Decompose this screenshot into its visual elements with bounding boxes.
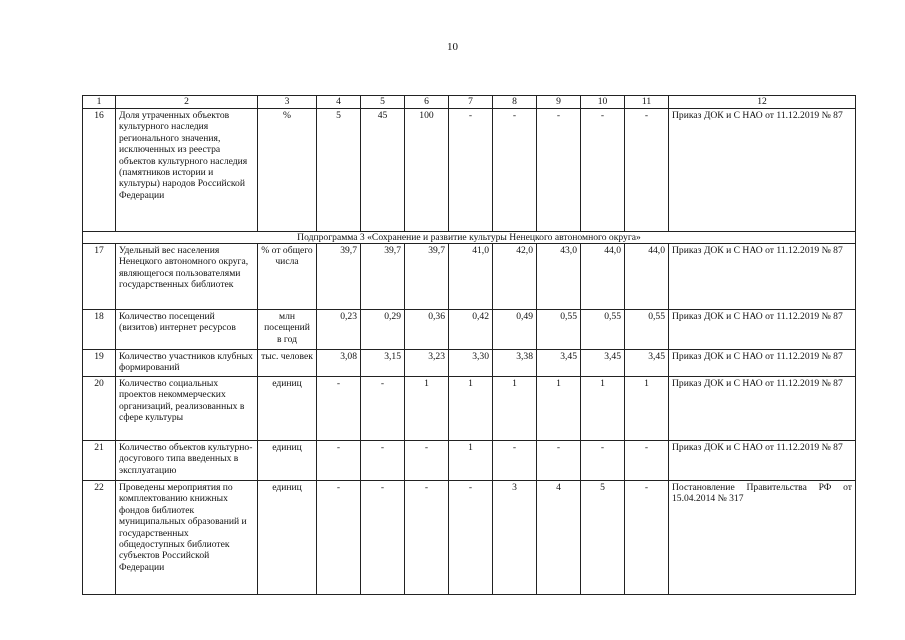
- value-cell: 1: [537, 377, 581, 441]
- row-number: 18: [83, 310, 116, 350]
- basis-cell: Приказ ДОК и С НАО от 11.12.2019 № 87: [669, 441, 856, 481]
- value-cell: 0,29: [361, 310, 405, 350]
- value-cell: 1: [405, 377, 449, 441]
- value-cell: 1: [449, 441, 493, 481]
- indicators-table: [82, 95, 856, 595]
- header-cell: 7: [449, 96, 493, 109]
- value-cell: -: [405, 481, 449, 595]
- header-cell: 5: [361, 96, 405, 109]
- header-cell: 3: [258, 96, 317, 109]
- value-cell: 0,55: [581, 310, 625, 350]
- value-cell: -: [361, 377, 405, 441]
- value-cell: -: [405, 441, 449, 481]
- value-cell: 1: [493, 377, 537, 441]
- table-row: [83, 310, 856, 350]
- basis-cell: Приказ ДОК и С НАО от 11.12.2019 № 87: [669, 244, 856, 310]
- value-cell: -: [317, 441, 361, 481]
- value-cell: -: [361, 441, 405, 481]
- row-number: 16: [83, 109, 116, 232]
- value-cell: -: [625, 441, 669, 481]
- indicator-name: Количество социальных проектов некоммерческих организаций, реализованных в сфере культуры: [116, 377, 258, 441]
- value-cell: 3,15: [361, 350, 405, 377]
- subprogram-row: [83, 232, 856, 244]
- row-number: 21: [83, 441, 116, 481]
- row-number: 19: [83, 350, 116, 377]
- value-cell: 1: [449, 377, 493, 441]
- value-cell: 3,38: [493, 350, 537, 377]
- value-cell: 1: [581, 377, 625, 441]
- indicator-name: Удельный вес населения Ненецкого автономного округа, являющегося пользователями государственных библиотек: [116, 244, 258, 310]
- value-cell: 3,08: [317, 350, 361, 377]
- basis-cell: Приказ ДОК и С НАО от 11.12.2019 № 87: [669, 310, 856, 350]
- indicator-name: Проведены мероприятия по комплектованию книжных фондов библиотек муниципальных образований и государственных общедоступных библиотек субъектов Российской Федерации: [116, 481, 258, 595]
- unit-cell: единиц: [258, 441, 317, 481]
- value-cell: 0,55: [625, 310, 669, 350]
- unit-cell: % от общего числа: [258, 244, 317, 310]
- unit-cell: %: [258, 109, 317, 232]
- value-cell: -: [625, 109, 669, 232]
- value-cell: 5: [581, 481, 625, 595]
- header-cell: 6: [405, 96, 449, 109]
- value-cell: -: [537, 441, 581, 481]
- header-cell: 8: [493, 96, 537, 109]
- value-cell: 44,0: [625, 244, 669, 310]
- value-cell: 44,0: [581, 244, 625, 310]
- unit-cell: тыс. человек: [258, 350, 317, 377]
- table-row: [83, 377, 856, 441]
- value-cell: 0,49: [493, 310, 537, 350]
- value-cell: -: [317, 377, 361, 441]
- basis-cell: Приказ ДОК и С НАО от 11.12.2019 № 87: [669, 377, 856, 441]
- value-cell: 0,55: [537, 310, 581, 350]
- value-cell: 42,0: [493, 244, 537, 310]
- unit-cell: единиц: [258, 377, 317, 441]
- indicator-name: Доля утраченных объектов культурного наследия регионального значения, исключенных из реестра объектов культурного наследия (памятников истории и культуры) народов Российской Федерации: [116, 109, 258, 232]
- header-cell: 4: [317, 96, 361, 109]
- header-cell: 2: [116, 96, 258, 109]
- value-cell: 3,23: [405, 350, 449, 377]
- value-cell: -: [537, 109, 581, 232]
- header-cell: 9: [537, 96, 581, 109]
- value-cell: -: [581, 441, 625, 481]
- value-cell: -: [317, 481, 361, 595]
- value-cell: 39,7: [405, 244, 449, 310]
- basis-cell: Приказ ДОК и С НАО от 11.12.2019 № 87: [669, 109, 856, 232]
- value-cell: 41,0: [449, 244, 493, 310]
- value-cell: 43,0: [537, 244, 581, 310]
- value-cell: 4: [537, 481, 581, 595]
- table-row: [83, 481, 856, 595]
- value-cell: 39,7: [317, 244, 361, 310]
- value-cell: 3,45: [537, 350, 581, 377]
- value-cell: 3: [493, 481, 537, 595]
- value-cell: 39,7: [361, 244, 405, 310]
- header-cell: 10: [581, 96, 625, 109]
- value-cell: -: [449, 481, 493, 595]
- table-row: [83, 244, 856, 310]
- row-number: 17: [83, 244, 116, 310]
- indicator-name: Количество участников клубных формирований: [116, 350, 258, 377]
- header-cell: 1: [83, 96, 116, 109]
- header-row: [83, 96, 856, 109]
- value-cell: 3,45: [625, 350, 669, 377]
- unit-cell: единиц: [258, 481, 317, 595]
- value-cell: 5: [317, 109, 361, 232]
- header-cell: 11: [625, 96, 669, 109]
- header-cell: 12: [669, 96, 856, 109]
- value-cell: 3,45: [581, 350, 625, 377]
- unit-cell: млн посещений в год: [258, 310, 317, 350]
- row-number: 20: [83, 377, 116, 441]
- indicator-name: Количество посещений (визитов) интернет ресурсов: [116, 310, 258, 350]
- value-cell: -: [493, 441, 537, 481]
- value-cell: 0,42: [449, 310, 493, 350]
- basis-cell: Постановление Правительства РФ от 15.04.2014 № 317: [669, 481, 856, 595]
- value-cell: -: [449, 109, 493, 232]
- row-number: 22: [83, 481, 116, 595]
- indicator-name: Количество объектов культурно-досугового типа введенных в эксплуатацию: [116, 441, 258, 481]
- table-row: [83, 350, 856, 377]
- value-cell: -: [361, 481, 405, 595]
- table-row: [83, 441, 856, 481]
- subprogram-title: Подпрограмма 3 «Сохранение и развитие культуры Ненецкого автономного округа»: [83, 232, 856, 244]
- value-cell: 45: [361, 109, 405, 232]
- value-cell: -: [581, 109, 625, 232]
- basis-cell: Приказ ДОК и С НАО от 11.12.2019 № 87: [669, 350, 856, 377]
- table-row: [83, 109, 856, 232]
- value-cell: 0,23: [317, 310, 361, 350]
- value-cell: -: [625, 481, 669, 595]
- value-cell: 1: [625, 377, 669, 441]
- value-cell: 3,30: [449, 350, 493, 377]
- value-cell: 0,36: [405, 310, 449, 350]
- value-cell: -: [493, 109, 537, 232]
- page-number: 10: [447, 41, 458, 53]
- value-cell: 100: [405, 109, 449, 232]
